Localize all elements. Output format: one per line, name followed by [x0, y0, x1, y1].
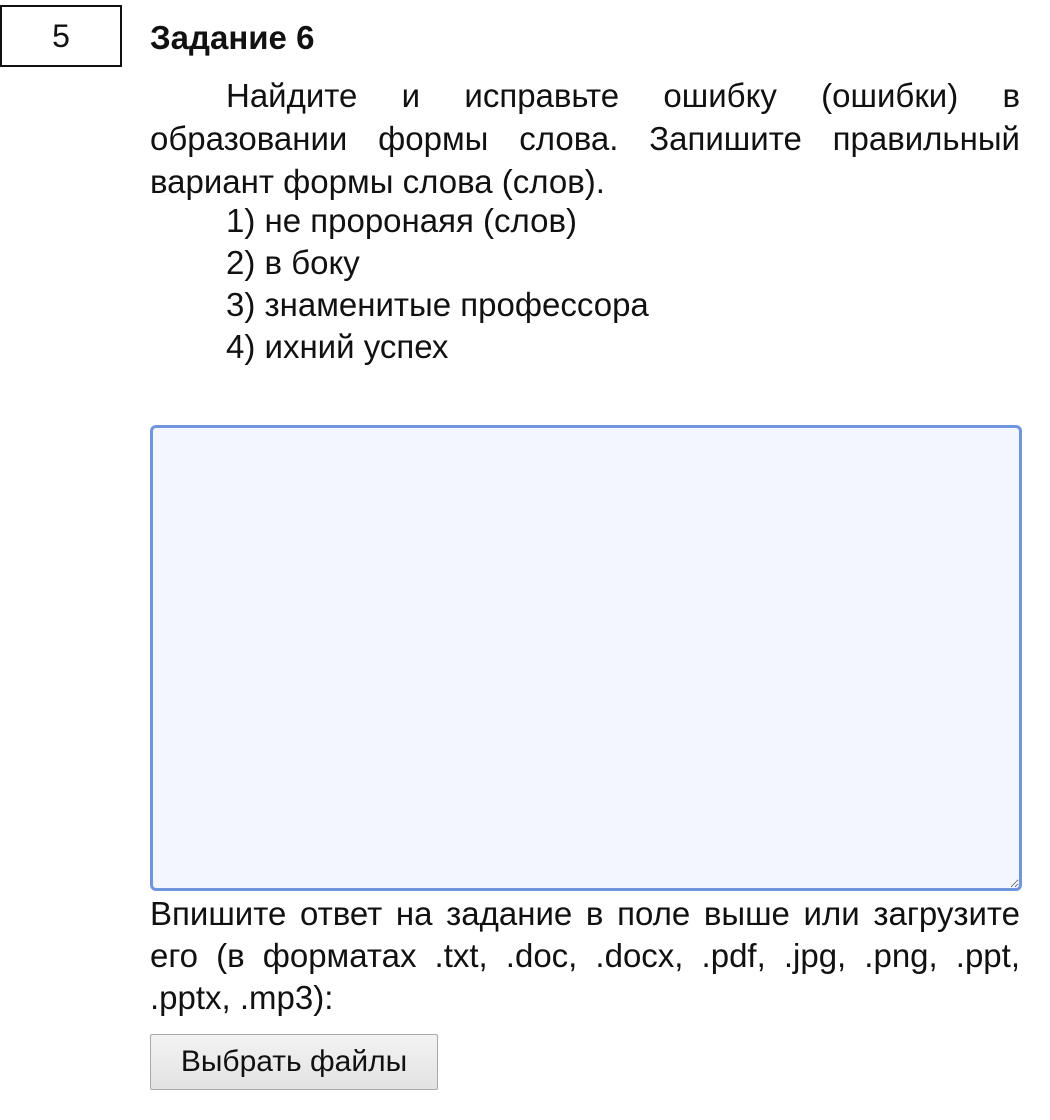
task-title: Задание 6: [150, 19, 315, 56]
choose-files-button[interactable]: Выбрать файлы: [150, 1034, 438, 1090]
options-list: [226, 200, 649, 368]
option-item-2: 2) в боку: [226, 244, 360, 281]
task-number-box: [0, 5, 122, 67]
answer-textarea[interactable]: [150, 425, 1022, 891]
task-number: 5: [52, 17, 70, 54]
task-instructions: Найдите и исправьте ошибку (ошибки) в образовании формы слова. Запишите правильный вариант формы слова (слов).: [150, 77, 1020, 200]
option-item-4: 4) ихний успех: [226, 328, 449, 365]
upload-hint: Впишите ответ на задание в поле выше или загрузите его (в форматах .txt, .doc, .docx, .pdf, .jpg, .png, .ppt, .pptx, .mp3):: [150, 895, 1020, 1016]
option-item-1: 1) не проронаяя (слов): [226, 202, 578, 239]
option-item-3: 3) знаменитые профессора: [226, 286, 649, 323]
